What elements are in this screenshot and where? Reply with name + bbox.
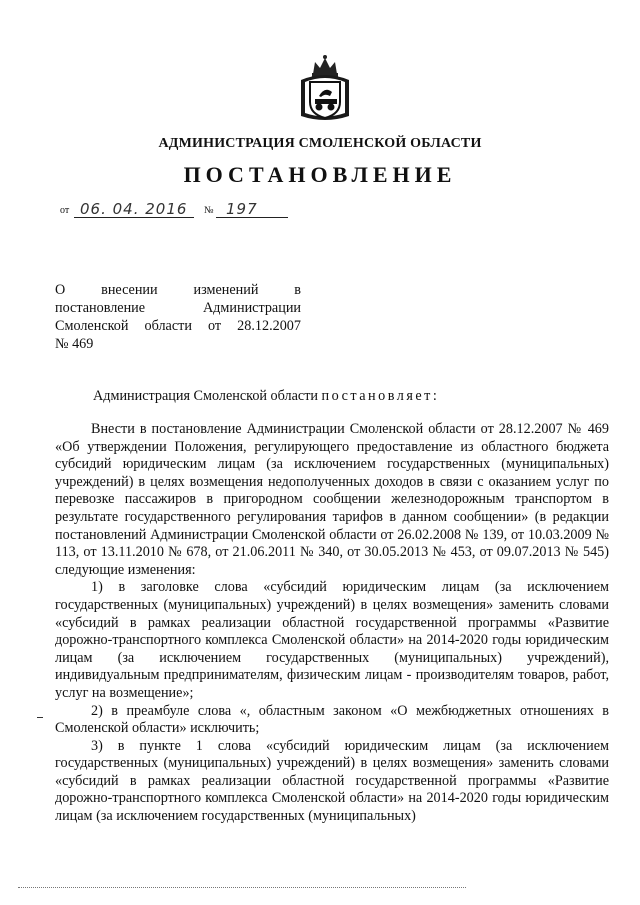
coat-of-arms-icon [295, 52, 355, 124]
subject-line: О внесении изменений в [55, 282, 301, 298]
date-prefix: от [60, 205, 70, 216]
document-subject [55, 281, 301, 353]
margin-mark [37, 717, 43, 718]
subject-line: постановление Администрации [55, 300, 301, 316]
organization-name: АДМИНИСТРАЦИЯ СМОЛЕНСКОЙ ОБЛАСТИ [158, 136, 482, 151]
subject-line: Смоленской области от 28.12.2007 [55, 318, 301, 334]
date-number-line [60, 198, 300, 220]
body-paragraph: Внести в постановление Администрации Смоленской области от 28.12.2007 № 469 «Об утверждении Положения, регулирующего предоставление из областного бюджета субсидий юридическим лицам (за исключением государственных (муниципальных) учреждений) в целях возмещения недополученных доходов в связи с оказанием услуг по перевозке пассажиров в пригородном сообщении железнодорожным транспортом в результате государственного регулирования тарифов в данном сообщении» (в редакции постановлений Администрации Смоленской области от 26.02.2008 № 139, от 10.03.2009 № 113, от 13.11.2010 № 678, от 21.06.2011 № 340, от 30.05.2013 № 453, от 09.07.2013 № 545) следующие изменения: [55, 421, 609, 578]
date-handwritten: 06. 04. 2016 [80, 200, 188, 218]
body-paragraph: 1) в заголовке слова «субсидий юридическим лицам (за исключением государственных (муниципальных) учреждений) в целях возмещения» заменить словами «субсидий в рамках реализации областной государственной программы «Развитие дорожно-транспортного комплекса Смоленской области» на 2014-2020 годы юридическим лицам (за исключением государственных (муниципальных) учреждений), индивидуальным предпринимателям, физическим лицам - производителям товаров, работ, услуг на возмещение»; [55, 579, 609, 701]
preamble [93, 388, 613, 406]
document-type: ПОСТАНОВЛЕНИЕ [183, 162, 457, 187]
number-prefix: № [204, 205, 214, 216]
subject-line: № 469 [55, 336, 94, 352]
footer-separator [18, 887, 466, 888]
preamble-org: Администрация Смоленской области [93, 388, 318, 404]
body-paragraph: 3) в пункте 1 слова «субсидий юридическим лицам (за исключением государственных (муниципальных) учреждений) в целях возмещения» заменить словами «субсидий в рамках реализации областной государственной программы «Развитие дорожно-транспортного комплекса Смоленской области» на 2014-2020 годы юридическим лицам (за исключением государственных (муниципальных) [55, 737, 609, 825]
number-handwritten: 197 [226, 200, 258, 218]
body-paragraph: 2) в преамбуле слова «, областным законом «О межбюджетных отношениях в Смоленской области» исключить; [55, 702, 609, 737]
document-body [55, 421, 609, 826]
preamble-verb: постановляет: [321, 388, 440, 404]
